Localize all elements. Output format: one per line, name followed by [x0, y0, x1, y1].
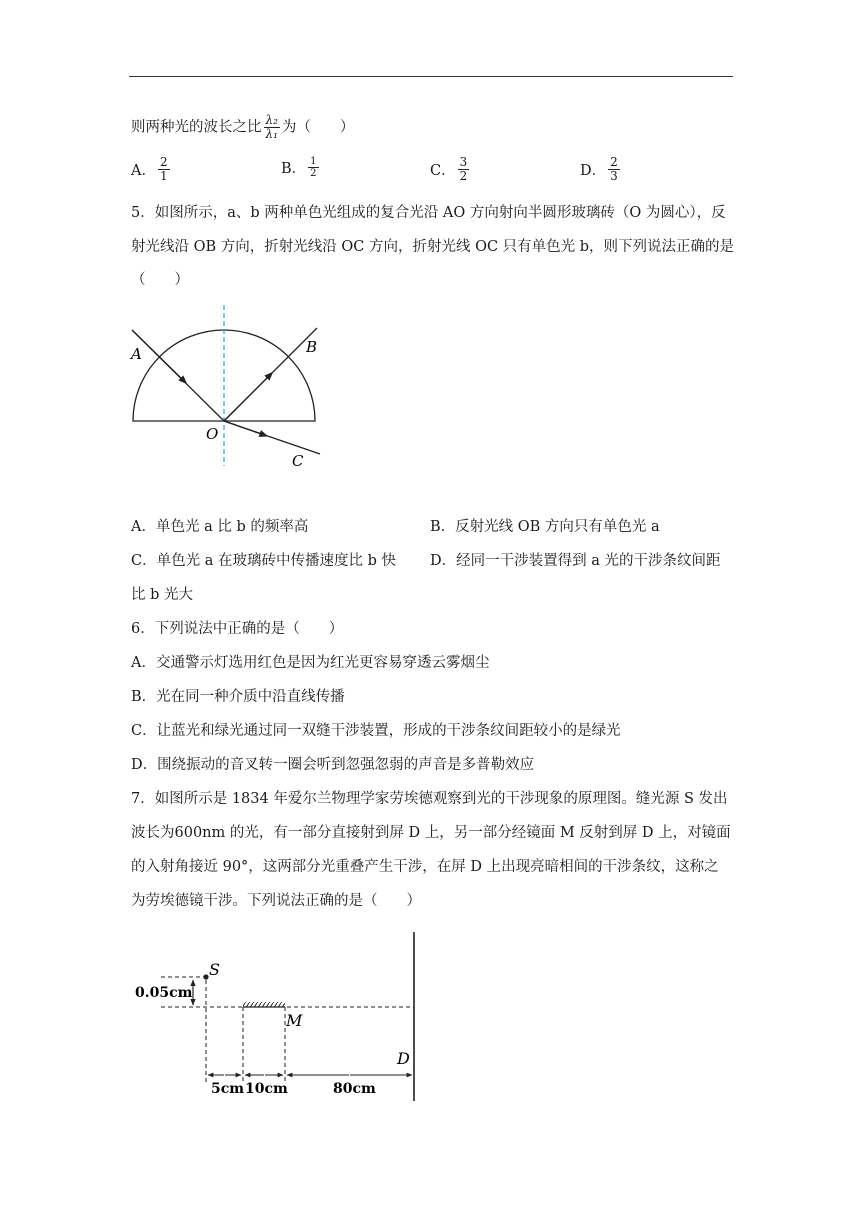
- fraction-num: 3: [459, 155, 468, 169]
- fraction-num: 1: [310, 156, 317, 167]
- q5-option-d-line2[interactable]: 比 b 光大: [131, 587, 193, 603]
- header-rule: [129, 76, 733, 77]
- fraction-den: 2: [310, 168, 317, 179]
- label-height: 0.05cm: [135, 985, 193, 1001]
- q5-stem-line1: 5．如图所示，a、b 两种单色光组成的复合光沿 AO 方向射向半圆形玻璃砖（O 为圆心），反: [131, 205, 726, 221]
- q5-option-b[interactable]: B．反射光线 OB 方向只有单色光 a: [430, 519, 660, 535]
- q4-suffix: 为（ ）: [281, 119, 355, 136]
- q7-stem-line2: 波长为600nm 的光，有一部分直接射到屏 D 上，另一部分经镜面 M 反射到屏 D 上，对镜面: [131, 825, 731, 841]
- label-d: D: [397, 1049, 410, 1068]
- fraction-den: 1: [159, 169, 168, 183]
- q7-stem-line1: 7．如图所示是 1834 年爱尔兰物理学家劳埃德观察到光的干涉现象的原理图。缝光源 S 发出: [131, 791, 728, 807]
- q4-option-d[interactable]: [580, 156, 622, 183]
- source-s: [203, 974, 208, 979]
- label-dist1: 5cm: [211, 1081, 245, 1097]
- fraction-num: 2: [159, 155, 168, 169]
- option-fraction: [608, 156, 620, 183]
- option-label: C．: [430, 163, 456, 179]
- label-m: M: [286, 1011, 303, 1030]
- q4-option-a[interactable]: [131, 156, 172, 183]
- fraction-den: 2: [459, 169, 468, 183]
- q5-option-d-line1[interactable]: D．经同一干涉装置得到 a 光的干涉条纹间距: [430, 553, 721, 569]
- option-label: A．: [131, 163, 156, 179]
- option-fraction: [308, 156, 318, 179]
- q4-option-c[interactable]: [430, 156, 471, 183]
- fraction-num: 2: [610, 155, 618, 169]
- label-b: B: [306, 338, 318, 356]
- mirror-m: [243, 1002, 285, 1007]
- q6-stem: 6．下列说法中正确的是（ ）: [131, 621, 344, 637]
- ratio-denominator: λ₁: [265, 127, 278, 141]
- option-label: D．: [580, 163, 607, 179]
- q5-option-a[interactable]: A．单色光 a 比 b 的频率高: [131, 519, 309, 535]
- q5-option-c[interactable]: C．单色光 a 在玻璃砖中传播速度比 b 快: [131, 553, 396, 569]
- label-a: A: [131, 345, 142, 363]
- q5-stem-line3: （ ）: [131, 272, 189, 288]
- option-fraction: [458, 156, 470, 183]
- q4-option-b[interactable]: [281, 156, 321, 179]
- label-dist3: 80cm: [333, 1081, 376, 1097]
- ratio-numerator: λ₂: [265, 113, 278, 127]
- q7-stem-line4: 为劳埃德镜干涉。下列说法正确的是（ ）: [131, 893, 421, 909]
- label-o: O: [206, 425, 219, 443]
- q7-stem-line3: 的入射角接近 90°，这两部分光重叠产生干涉，在屏 D 上出现亮暗相间的干涉条纹，这称之: [131, 859, 719, 875]
- label-dist2: 10cm: [245, 1081, 288, 1097]
- fraction-den: 3: [610, 169, 618, 183]
- option-fraction: [158, 156, 170, 183]
- q7-figure: [125, 925, 435, 1110]
- q6-option-c[interactable]: C．让蓝光和绿光通过同一双缝干涉装置，形成的干涉条纹间距较小的是绿光: [131, 723, 621, 739]
- q6-option-b[interactable]: B．光在同一种介质中沿直线传播: [131, 689, 345, 705]
- label-c: C: [292, 452, 304, 470]
- q6-option-d[interactable]: D．围绕振动的音叉转一圈会听到忽强忽弱的声音是多普勒效应: [131, 757, 535, 773]
- label-s: S: [209, 960, 220, 979]
- semicircle-glass: [133, 330, 318, 421]
- q4-prefix: 则两种光的波长之比: [131, 119, 262, 136]
- q5-stem-line2: 射光线沿 OB 方向，折射光线沿 OC 方向，折射光线 OC 只有单色光 b，则下列说法正确的是: [131, 239, 735, 255]
- q6-option-a[interactable]: A．交通警示灯选用红色是因为红光更容易穿透云雾烟尘: [131, 655, 490, 671]
- q5-figure: [120, 300, 340, 480]
- q4-stem-tail: [131, 114, 354, 141]
- wavelength-ratio: [264, 114, 280, 141]
- option-label: B．: [281, 161, 307, 177]
